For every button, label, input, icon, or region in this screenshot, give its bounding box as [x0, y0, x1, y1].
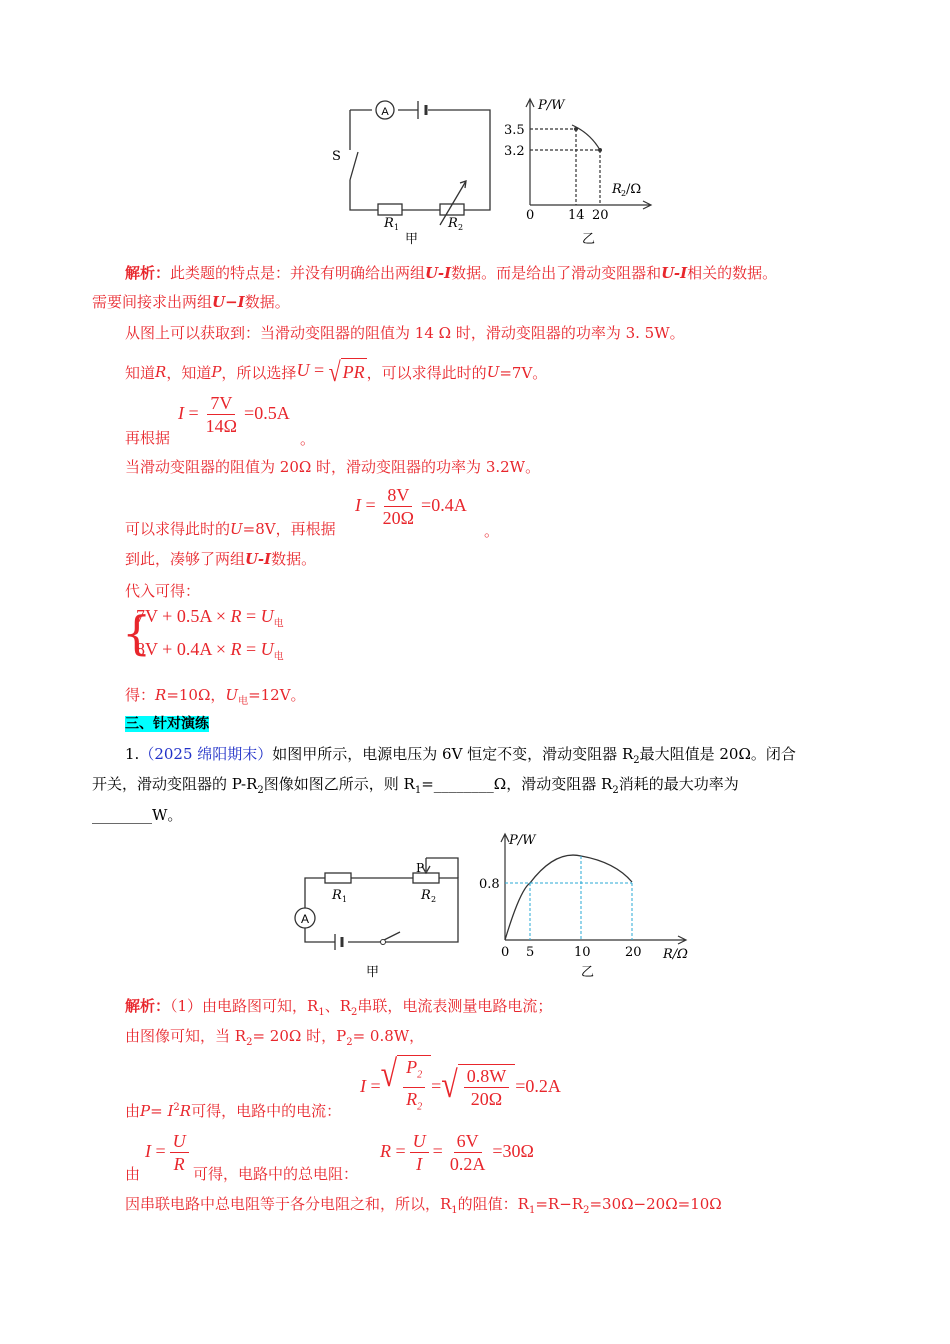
analysis1-line6: 当滑动变阻器的阻值为 20Ω 时，滑动变阻器的功率为 3.2W。 [125, 458, 541, 476]
analysis1-line4: 知道 R ，知道 P ，所以选择 U = √ PR ，可以求得此时的 U =7V。 [125, 355, 548, 387]
svg-text:2: 2 [458, 223, 464, 232]
circuit-diagram-1 [330, 95, 500, 245]
analysis1-line8: 到此，凑够了两组U-I数据。 [125, 550, 317, 568]
svg-text:R: R [448, 216, 458, 231]
x-tick: 0 [501, 945, 510, 960]
y-tick: 0.8 [479, 877, 500, 892]
caption-yi-2: 乙 [581, 965, 595, 980]
power-curve [505, 855, 632, 940]
data-point [598, 148, 602, 152]
formula-i-2: I = $\frac{8V}{20\Omega}$ =0.4A [355, 485, 467, 528]
svg-text:2: 2 [431, 895, 437, 904]
svg-text:R: R [332, 888, 342, 903]
analysis1-line2: 需要间接求出两组U−I数据。 [92, 293, 290, 311]
x-tick: 20 [625, 945, 642, 960]
analysis1-line7: 可以求得此时的U=8V，再根据 [125, 520, 336, 538]
x-tick: 0 [526, 208, 535, 223]
caption-jia-2: 甲 [366, 965, 380, 980]
circuit-diagram-2 [290, 830, 470, 980]
y-axis-label: P/W [509, 833, 536, 848]
analysis2-line3: 由$P= I^2R$可得，电路中的电流： [125, 1102, 342, 1120]
formula-total-resistance: R = $\frac{U}{I}$ = $\frac{6V}{0.2A}$ =30Ω [380, 1131, 534, 1174]
analysis1-result: 得：R=10Ω，$U_电=12V$。 [125, 686, 306, 707]
svg-text:1: 1 [394, 223, 400, 232]
svg-text:1: 1 [342, 895, 348, 904]
y-axis-label: P/W [538, 98, 565, 113]
formula-current-sqrt: I = √ $\frac{P_2}{R_2}$ = √ $\frac{0.8W}{20\Omega}$ =0.2A [360, 1055, 561, 1118]
analysis2-line5: 因串联电路中总电阻等于各分电阻之和，所以，$R_1$的阻值：$R_1=R-R_2=30\Omega-20\Omega=10\Omega$ [125, 1195, 722, 1216]
switch-label: S [332, 149, 341, 164]
x-axis-label: R/Ω [663, 947, 688, 962]
formula-u-sqrt-pr: U = √ PR [296, 355, 365, 387]
question-source: （2025 绵阳期末） [139, 745, 273, 763]
question-1-line3: ________W。 [92, 806, 183, 824]
slider-label: P [416, 861, 425, 875]
y-tick: 3.2 [504, 144, 525, 159]
svg-text:R: R [421, 888, 431, 903]
data-point [574, 127, 578, 131]
power-graph-2 [475, 830, 695, 982]
question-1-line1: 1.（2025 绵阳期末）如图甲所示，电源电压为 6V 恒定不变，滑动变阻器 $R_2$最大阻值是 20Ω。闭合 [125, 745, 796, 766]
section-title: 三、针对演练 [125, 716, 209, 732]
svg-text:R: R [384, 216, 394, 231]
y-tick: 3.5 [504, 123, 525, 138]
svg-text:2: 2 [621, 189, 627, 198]
ammeter-label: A [300, 912, 310, 926]
power-graph-1 [500, 95, 670, 245]
analysis2-line4: 可得，电路中的总电阻： [193, 1165, 359, 1183]
question-1-line2: 开关，滑动变阻器的 $P-R_2$图像如图乙所示，则 $R_1=\_\_\_\_\_\_\_\_\Omega$，滑动变阻器 $R_2$消耗的最大功率为 [92, 775, 739, 796]
x-tick: 5 [526, 945, 535, 960]
formula-ohms-law: I = $\frac{U}{R}$ [145, 1130, 193, 1175]
x-tick: 10 [574, 945, 591, 960]
formula-i-1: I = $\frac{7V}{14\Omega}$ =0.5A [178, 393, 290, 436]
analysis1-line1: 解析：此类题的特点是：并没有明确给出两组U-I数据。而是给出了滑动变阻器和U-I相关的数据。 [125, 264, 778, 282]
caption-jia-1: 甲 [405, 232, 419, 245]
ammeter-label: A [381, 106, 389, 118]
analysis2-line1: 解析：（1）由电路图可知，$R_1$、$R_2$串联，电流表测量电路电流； [125, 997, 553, 1018]
analysis1-line9: 代入可得： [125, 582, 201, 600]
x-tick: 14 [568, 208, 585, 223]
x-tick: 20 [592, 208, 609, 223]
svg-text:/Ω: /Ω [626, 182, 642, 197]
caption-yi-1: 乙 [582, 232, 596, 245]
analysis1-line3: 从图上可以获取到：当滑动变阻器的阻值为 14 Ω 时，滑动变阻器的功率为 3. 5W。 [125, 324, 685, 342]
x-axis-label: R [612, 182, 622, 197]
analysis1-line5a: 再根据 [125, 429, 171, 447]
analysis2-line2: 由图像可知，当 $R_2= 20\Omega$ 时，$P_2= 0.8W$， [125, 1027, 425, 1048]
